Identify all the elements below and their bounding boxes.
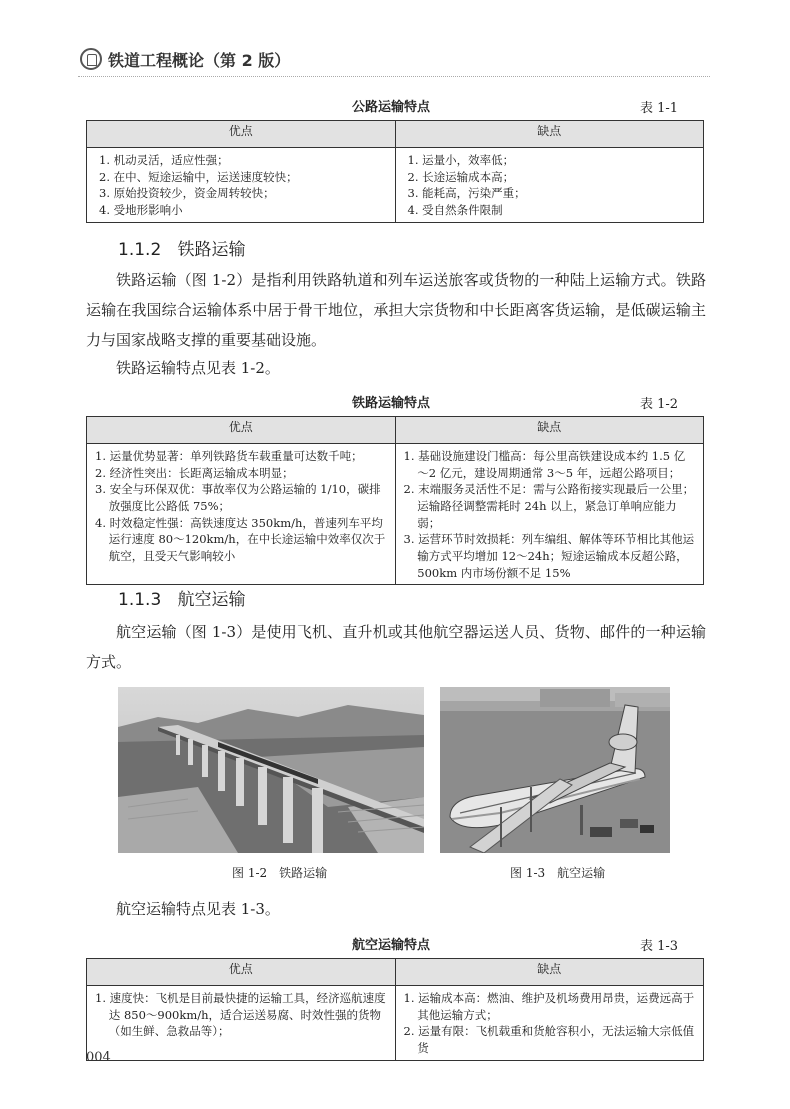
table3 bbox=[86, 958, 704, 1061]
page-number: 004 bbox=[86, 1050, 111, 1065]
table2-title: 铁路运输特点 bbox=[352, 396, 431, 411]
table3-title: 航空运输特点 bbox=[352, 938, 431, 953]
table2-col-advantages: 优点 bbox=[87, 417, 396, 444]
railway-viaduct-photo bbox=[118, 687, 424, 853]
table1-dis-item: 3. 能耗高，污染严重； bbox=[407, 186, 526, 201]
table2 bbox=[86, 416, 704, 585]
table1-col-disadvantages: 缺点 bbox=[395, 121, 704, 148]
table1-adv-item: 2. 在中、短途运输中，运送速度较快； bbox=[99, 169, 298, 184]
table1 bbox=[86, 120, 704, 223]
table3-number: 表 1-3 bbox=[640, 939, 679, 954]
table1-adv-item: 4. 受地形影响小 bbox=[99, 203, 183, 218]
table2-dis-item: 3. 运营环节时效损耗：列车编组、解体等环节相比其他运输方式平均增加 12～24h；短途运输成本反超公路，500km 内市场份额不足 15% bbox=[403, 532, 695, 580]
table2-advantages-cell bbox=[87, 444, 396, 585]
figure-1-3-caption: 图 1-3 航空运输 bbox=[510, 866, 606, 880]
table1-dis-item: 1. 运量小，效率低； bbox=[407, 153, 515, 167]
table1-disadvantages-cell bbox=[395, 148, 704, 223]
table2-adv-item: 2. 经济性突出：长距离运输成本明显； bbox=[95, 465, 294, 480]
section-heading-1-1-2 bbox=[118, 235, 245, 260]
table2-adv-item: 4. 时效稳定性强：高铁速度达 350km/h，普速列车平均运行速度 80～120km/h，在中长途运输中效率仅次于航空，且受天气影响较小 bbox=[95, 515, 386, 564]
railway-viaduct-illustration bbox=[118, 687, 424, 853]
paragraph-railway-intro: 铁路运输（图 1-2）是指利用铁路轨道和列车运送旅客或货物的一种陆上运输方式。铁路运输在我国综合运输体系中居于骨干地位，承担大宗货物和中长距离客货运输，是低碳运输主力与国家战略支撑的重要基础设施。 bbox=[86, 271, 706, 349]
aviation-airport-photo bbox=[440, 687, 670, 853]
table3-advantages-cell bbox=[87, 986, 396, 1061]
section-number: 1.1.2 bbox=[118, 240, 162, 260]
table2-adv-item: 3. 安全与环保双优：事故率仅为公路运输的 1/10，碳排放强度比公路低 75%； bbox=[95, 482, 381, 514]
table2-col-disadvantages: 缺点 bbox=[395, 417, 704, 444]
table3-adv-item: 1. 速度快：飞机是目前最快捷的运输工具，经济巡航速度达 850～900km/h，适合运送易腐、时效性强的货物（如生鲜、急救品等）； bbox=[95, 991, 386, 1039]
table1-dis-item: 2. 长途运输成本高； bbox=[407, 169, 515, 184]
table2-number: 表 1-2 bbox=[640, 397, 679, 412]
table1-advantages-cell bbox=[87, 148, 396, 223]
section-number: 1.1.3 bbox=[118, 590, 162, 610]
table1-number: 表 1-1 bbox=[640, 101, 679, 116]
paragraph-air-ref: 航空运输特点见表 1-3。 bbox=[116, 900, 280, 918]
paragraph-air-intro: 航空运输（图 1-3）是使用飞机、直升机或其他航空器运送人员、货物、邮件的一种运输方式。 bbox=[86, 623, 706, 671]
figure-1-2-caption: 图 1-2 铁路运输 bbox=[232, 866, 328, 880]
table1-title: 公路运输特点 bbox=[352, 100, 431, 115]
table1-dis-item: 4. 受自然条件限制 bbox=[407, 203, 503, 218]
book-logo-icon bbox=[80, 48, 102, 70]
aircraft-illustration bbox=[440, 687, 670, 853]
table1-col-advantages: 优点 bbox=[87, 121, 396, 148]
section-title: 铁路运输 bbox=[177, 240, 246, 260]
section-title: 航空运输 bbox=[177, 590, 246, 610]
section-heading-1-1-3 bbox=[118, 585, 245, 610]
table2-adv-item: 1. 运量优势显著：单列铁路货车载重量可达数千吨； bbox=[95, 449, 363, 463]
table1-adv-item: 1. 机动灵活，适应性强； bbox=[99, 153, 229, 167]
paragraph-railway-ref: 铁路运输特点见表 1-2。 bbox=[116, 359, 280, 377]
table3-col-advantages: 优点 bbox=[87, 959, 396, 986]
table3-col-disadvantages: 缺点 bbox=[395, 959, 704, 986]
table2-dis-item: 2. 末端服务灵活性不足：需与公路衔接实现最后一公里；运输路径调整需耗时 24h 以上，紧急订单响应能力弱； bbox=[403, 482, 695, 530]
header-divider bbox=[78, 76, 710, 77]
table2-disadvantages-cell bbox=[395, 444, 704, 585]
table2-dis-item: 1. 基础设施建设门槛高：每公里高铁建设成本约 1.5 亿～2 亿元，建设周期通常 3～5 年，远超公路项目； bbox=[403, 449, 686, 480]
table1-adv-item: 3. 原始投资较少，资金周转较快； bbox=[99, 186, 275, 201]
table3-dis-item: 2. 运量有限：飞机载重和货舱容积小，无法运输大宗低值货 bbox=[403, 1024, 695, 1056]
table3-dis-item: 1. 运输成本高：燃油、维护及机场费用昂贵，运费远高于其他运输方式； bbox=[403, 991, 695, 1022]
table3-disadvantages-cell bbox=[395, 986, 704, 1061]
running-header-title: 铁道工程概论（第 2 版） bbox=[108, 51, 291, 70]
